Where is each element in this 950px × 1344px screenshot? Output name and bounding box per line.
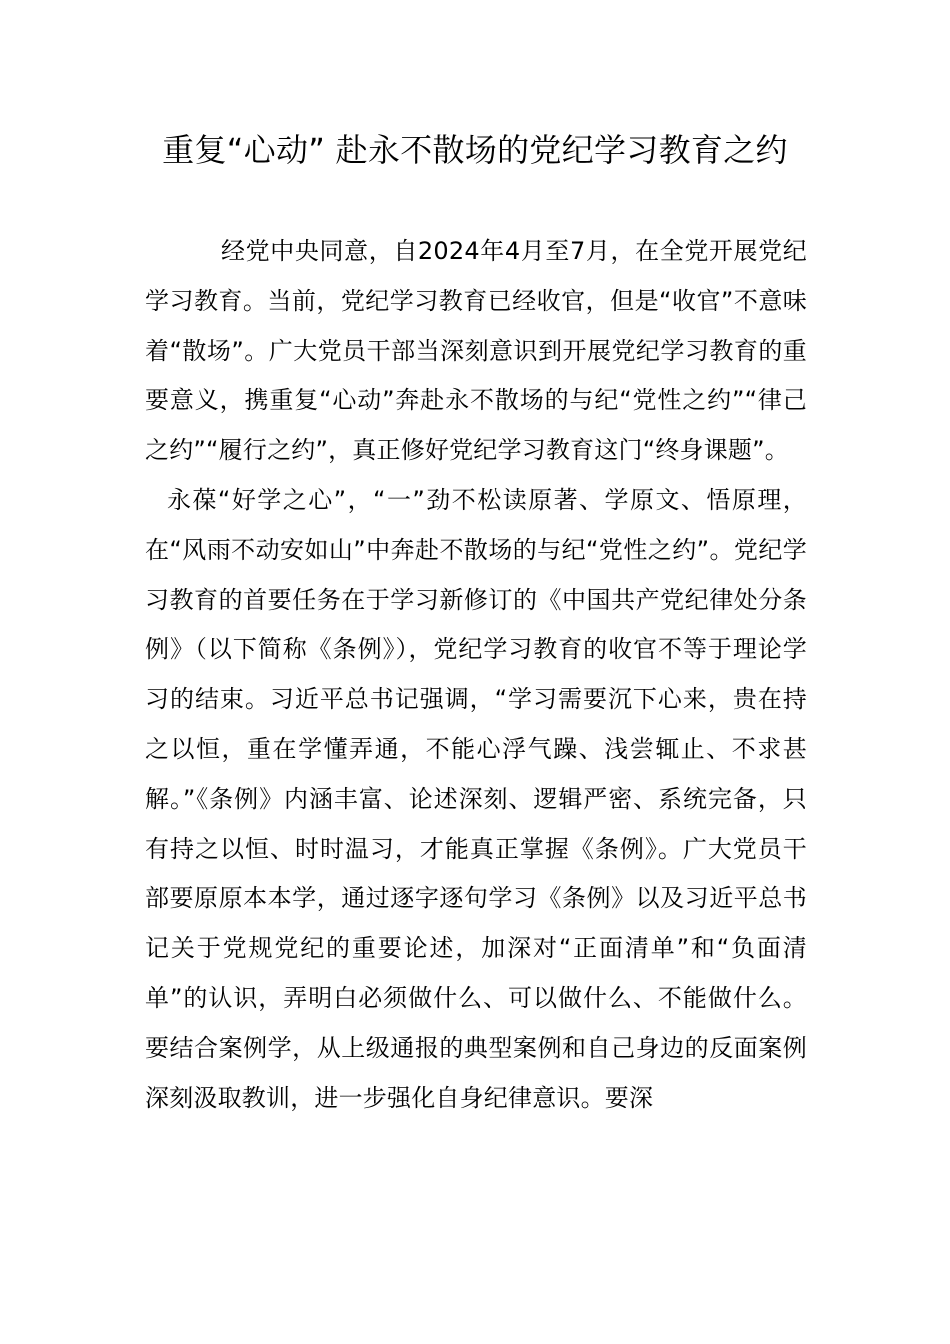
paragraph-intro: 经党中央同意，自2024年4月至7月，在全党开展党纪学习教育。当前，党纪学习教育已经收官，但是“收官”不意味着“散场”。广大党员干部当深刻意识到开展党纪学习教育的重要意义，携重复“心动”奔赴永不散场的与纪“党性之约”“律己之约”“履行之约”，真正修好党纪学习教育这门“终身课题”。 [145, 237, 807, 465]
document-body [145, 227, 807, 1123]
paragraph-party-spirit: 永葆“好学之心”，“一”劲不松读原著、学原文、悟原理，在“风雨不动安如山”中奔赴不散场的与纪“党性之约”。党纪学习教育的首要任务在于学习新修订的《中国共产党纪律处分条例》（以下简称《条例》），党纪学习教育的收官不等于理论学习的结束。习近平总书记强调，“学习需要沉下心来，贵在持之以恒，重在学懂弄通，不能心浮气躁、浅尝辄止、不求甚解。”《条例》内涵丰富、论述深刻、逻辑严密、系统完备，只有持之以恒、时时温习，才能真正掌握《条例》。广大党员干部要原原本本学，通过逐字逐句学习《条例》以及习近平总书记关于党规党纪的重要论述，加深对“正面清单”和“负面清单”的认识，弄明白必须做什么、可以做什么、不能做什么。要结合案例学，从上级通报的典型案例和自己身边的反面案例深刻汲取教训，进一步强化自身纪律意识。要深 [145, 485, 807, 1112]
document-title: 重复“心动” 赴永不散场的党纪学习教育之约 [162, 131, 788, 169]
